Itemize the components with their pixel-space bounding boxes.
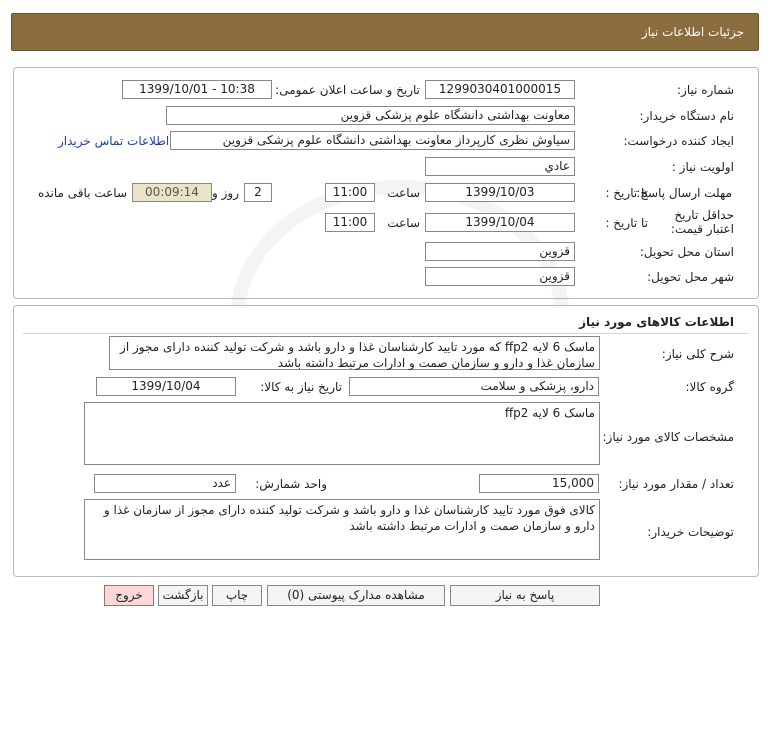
quantity-field: 15,000 xyxy=(479,474,599,493)
buyer-notes-field: کالای فوق مورد تایید کارشناسان غذا و دارو باشد و شرکت تولید کننده دارای مجوز از سازمان غذا و دارو و سازمان صمت و ادارات مرتبط داشته باشد xyxy=(84,499,600,560)
validity-time-label: ساعت xyxy=(387,216,420,230)
reply-until-label: تا تاریخ : xyxy=(605,186,648,200)
back-button[interactable]: بازگشت xyxy=(158,585,208,606)
reply-time-label: ساعت xyxy=(387,186,420,200)
city-label: شهر محل تحویل: xyxy=(647,270,734,284)
reply-button[interactable]: پاسخ به نیاز xyxy=(450,585,600,606)
remaining-label: ساعت باقی مانده xyxy=(37,186,127,200)
validity-label xyxy=(644,208,734,236)
days-remaining-field: 2 xyxy=(244,183,272,202)
goods-section-title: اطلاعات کالاهای مورد نیاز xyxy=(579,315,734,329)
buyer-notes-label: توضیحات خریدار: xyxy=(647,525,734,539)
spec-label: مشخصات کالای مورد نیاز: xyxy=(602,430,734,444)
validity-until-label: تا تاریخ : xyxy=(605,216,648,230)
validity-date-field: 1399/10/04 xyxy=(425,213,575,232)
creator-label: ایجاد کننده درخواست: xyxy=(623,134,734,148)
priority-field: عادي xyxy=(425,157,575,176)
need-date-field: 1399/10/04 xyxy=(96,377,236,396)
announce-label: تاریخ و ساعت اعلان عمومی: xyxy=(275,83,420,97)
buyer-org-field: معاونت بهداشتی دانشگاه علوم پزشکی قزوین xyxy=(166,106,575,125)
quantity-label: تعداد / مقدار مورد نیاز: xyxy=(618,477,734,491)
unit-field: عدد xyxy=(94,474,236,493)
spec-field: ماسک 6 لایه ffp2 xyxy=(84,402,600,465)
exit-button[interactable]: خروج xyxy=(104,585,154,606)
group-field: دارو، پزشکی و سلامت xyxy=(349,377,599,396)
description-label: شرح کلی نیاز: xyxy=(661,347,734,361)
description-field: ماسک 6 لایه ffp2 که مورد تایید کارشناسان غذا و دارو باشد و شرکت تولید کننده دارای مجوز از سازمان غذا و دارو و سازمان صمت و ادارات مرتبط داشته باشد xyxy=(109,336,600,370)
view-attachments-button[interactable]: مشاهده مدارک پیوستی (0) xyxy=(267,585,445,606)
creator-field: سیاوش نظری کارپرداز معاونت بهداشتی دانشگاه علوم پزشکی قزوین xyxy=(170,131,575,150)
reply-date-field: 1399/10/03 xyxy=(425,183,575,202)
section-divider xyxy=(23,333,749,334)
days-label: روز و xyxy=(212,186,239,200)
group-label: گروه کالا: xyxy=(685,380,734,394)
page-header xyxy=(11,13,759,51)
need-number-field: 1299030401000015 xyxy=(425,80,575,99)
city-field: قزوین xyxy=(425,267,575,286)
buyer-org-label: نام دستگاه خریدار: xyxy=(639,109,734,123)
validity-label-text: حداقل تاریخ اعتبار قیمت: xyxy=(670,208,734,236)
validity-time-field: 11:00 xyxy=(325,213,375,232)
priority-label: اولویت نیاز : xyxy=(671,160,734,174)
buyer-contact-link[interactable]: اطلاعات تماس خریدار xyxy=(58,134,170,148)
province-label: استان محل تحویل: xyxy=(639,245,734,259)
remaining-time-field: 00:09:14 xyxy=(132,183,212,202)
reply-time-field: 11:00 xyxy=(325,183,375,202)
announce-field: 1399/10/01 - 10:38 xyxy=(122,80,272,99)
need-date-label: تاریخ نیاز به کالا: xyxy=(260,380,342,394)
unit-label: واحد شمارش: xyxy=(255,477,327,491)
province-field: قزوین xyxy=(425,242,575,261)
print-button[interactable]: چاپ xyxy=(212,585,262,606)
need-info-panel xyxy=(13,67,759,299)
need-number-label: شماره نیاز: xyxy=(677,83,734,97)
page-title: جزئیات اطلاعات نیاز xyxy=(641,25,744,39)
reply-deadline-label: مهلت ارسال پاسخ: xyxy=(636,186,732,200)
